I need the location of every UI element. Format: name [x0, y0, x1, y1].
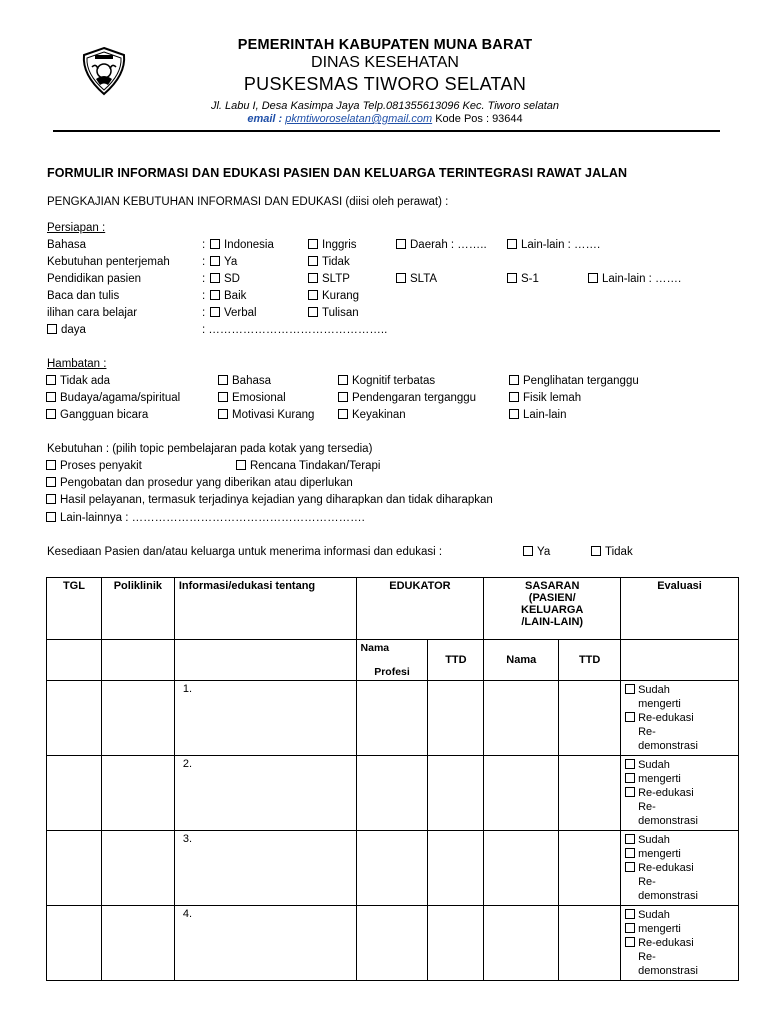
option-baik[interactable]: Baik [210, 290, 246, 302]
eval-demonstrasi: demonstrasi [638, 965, 698, 977]
checkbox[interactable] [509, 409, 519, 419]
checkbox[interactable] [46, 409, 56, 419]
header-address: Jl. Labu I, Desa Kasimpa Jaya Telp.081355613096 Kec. Tiworo selatan [210, 100, 560, 112]
eval-sudah[interactable]: Sudah [625, 833, 734, 847]
checkbox[interactable] [46, 477, 56, 487]
postcode: Kode Pos : 93644 [432, 113, 523, 125]
cell-edukator-nama[interactable] [356, 756, 428, 831]
sub-profesi-label: Profesi [374, 666, 410, 678]
checkbox[interactable] [338, 375, 348, 385]
daya-fill-line[interactable]: : ……………………………………….. [202, 324, 388, 336]
sasaran-line-1: SASARAN [525, 580, 580, 592]
checkbox[interactable] [308, 256, 318, 266]
email-separator: : [275, 113, 286, 125]
cell-informasi[interactable] [174, 831, 356, 906]
eval-reedukasi[interactable]: Re-edukasi [625, 936, 734, 950]
eval-sudah[interactable]: Sudah [625, 683, 734, 697]
cell-tgl[interactable] [47, 831, 102, 906]
cell-edukator-ttd[interactable] [428, 831, 484, 906]
sep: : [202, 290, 206, 302]
eval-sudah[interactable]: Sudah [625, 758, 734, 772]
checkbox[interactable] [591, 546, 601, 556]
checkbox[interactable] [308, 273, 318, 283]
hambatan-pendengaran[interactable]: Pendengaran terganggu [338, 392, 476, 404]
option-daya[interactable]: daya [47, 324, 86, 336]
col-sasaran [484, 578, 621, 640]
hambatan-penglihatan[interactable]: Penglihatan terganggu [509, 375, 639, 387]
checkbox[interactable] [46, 392, 56, 402]
checkbox[interactable] [523, 546, 533, 556]
checkbox[interactable] [46, 460, 56, 470]
cell-poliklinik[interactable] [101, 906, 174, 981]
kebutuhan-hasil-pelayanan[interactable]: Hasil pelayanan, termasuk terjadinya kejadian yang diharapkan dan tidak diharapkan [46, 494, 493, 506]
checkbox[interactable] [625, 834, 635, 844]
option-sd[interactable]: SD [210, 273, 240, 285]
checkbox[interactable] [210, 307, 220, 317]
eval-re: Re- [638, 801, 656, 813]
checkbox[interactable] [218, 375, 228, 385]
cell-poliklinik[interactable] [101, 831, 174, 906]
sep: : [202, 307, 206, 319]
hambatan-gangguan-bicara[interactable]: Gangguan bicara [46, 409, 148, 421]
kebutuhan-lain-lainnya[interactable]: Lain-lainnya : ……………………………………………………. [46, 512, 365, 524]
kesediaan-label: Kesediaan Pasien dan/atau keluarga untuk menerima informasi dan edukasi : [47, 546, 443, 558]
kebutuhan-heading: Kebutuhan : (pilih topic pembelajaran pada kotak yang tersedia) [47, 443, 373, 455]
sasaran-line-4: /LAIN-LAIN) [521, 616, 584, 628]
checkbox[interactable] [625, 712, 635, 722]
label-penterjemah: Kebutuhan penterjemah [47, 256, 170, 268]
cell-informasi[interactable] [174, 906, 356, 981]
cell-tgl[interactable] [47, 906, 102, 981]
checkbox[interactable] [507, 239, 517, 249]
checkbox[interactable] [46, 512, 56, 522]
cell-edukator-nama[interactable] [356, 906, 428, 981]
header-government: PEMERINTAH KABUPATEN MUNA BARAT [237, 37, 533, 53]
option-lain-lain-pendidikan[interactable]: Lain-lain : ……. [588, 273, 681, 285]
kesediaan-tidak[interactable]: Tidak [591, 546, 633, 558]
checkbox[interactable] [509, 392, 519, 402]
cell [47, 640, 102, 681]
email-label: email [247, 113, 276, 125]
cell-edukator-ttd[interactable] [428, 756, 484, 831]
option-sltp[interactable]: SLTP [308, 273, 350, 285]
sep: : [202, 256, 206, 268]
checkbox[interactable] [338, 392, 348, 402]
cell-sasaran-ttd[interactable] [559, 831, 621, 906]
cell [101, 640, 174, 681]
cell-evaluasi [621, 681, 739, 756]
kebutuhan-pengobatan[interactable]: Pengobatan dan prosedur yang diberikan atau diperlukan [46, 477, 353, 489]
header-contact [130, 113, 640, 125]
cell [621, 640, 739, 681]
cell [174, 640, 356, 681]
checkbox[interactable] [509, 375, 519, 385]
checkbox[interactable] [625, 684, 635, 694]
cell-evaluasi [621, 831, 739, 906]
hambatan-lain-lain[interactable]: Lain-lain [509, 409, 566, 421]
checkbox[interactable] [396, 273, 406, 283]
cell-informasi[interactable] [174, 681, 356, 756]
checkbox[interactable] [625, 909, 635, 919]
sub-nama-label: Nama [360, 642, 390, 654]
sasaran-line-2: (PASIEN/ [528, 592, 576, 604]
cell-sasaran-ttd[interactable] [559, 906, 621, 981]
persiapan-heading: Persiapan : [47, 222, 106, 234]
checkbox[interactable] [46, 375, 56, 385]
hambatan-fisik-lemah[interactable]: Fisik lemah [509, 392, 581, 404]
header-clinic-name: PUSKESMAS TIWORO SELATAN [243, 74, 527, 94]
checkbox[interactable] [218, 392, 228, 402]
sep: : [202, 239, 206, 251]
checkbox[interactable] [507, 273, 517, 283]
option-tulisan[interactable]: Tulisan [308, 307, 359, 319]
col-evaluasi: Evaluasi [621, 578, 739, 640]
option-inggris[interactable]: Inggris [308, 239, 357, 251]
cell-poliklinik[interactable] [101, 756, 174, 831]
option-kurang[interactable]: Kurang [308, 290, 359, 302]
cell-poliklinik[interactable] [101, 681, 174, 756]
option-indonesia[interactable]: Indonesia [210, 239, 274, 251]
form-title: FORMULIR INFORMASI DAN EDUKASI PASIEN DAN KELUARGA TERINTEGRASI RAWAT JALAN [47, 166, 628, 180]
option-verbal[interactable]: Verbal [210, 307, 257, 319]
row-number: 1. [182, 683, 193, 695]
option-s1[interactable]: S-1 [507, 273, 539, 285]
cell-evaluasi [621, 756, 739, 831]
checkbox[interactable] [308, 239, 318, 249]
eval-demonstrasi: demonstrasi [638, 890, 698, 902]
table-row [47, 756, 739, 831]
eval-sudah[interactable]: Sudah [625, 908, 734, 922]
cell-sasaran-ttd[interactable] [559, 681, 621, 756]
email-link[interactable]: pkmtiworoselatan@gmail.com [285, 113, 433, 125]
kesediaan-ya[interactable]: Ya [523, 546, 550, 558]
eval-reedukasi[interactable]: Re-edukasi [625, 786, 734, 800]
hambatan-bahasa[interactable]: Bahasa [218, 375, 271, 387]
checkbox[interactable] [210, 273, 220, 283]
hambatan-motivasi[interactable]: Motivasi Kurang [218, 409, 314, 421]
cell-sasaran-nama[interactable] [484, 906, 559, 981]
checkbox[interactable] [210, 290, 220, 300]
kebutuhan-rencana-tindakan[interactable]: Rencana Tindakan/Terapi [236, 460, 380, 472]
label-baca-tulis: Baca dan tulis [47, 290, 120, 302]
checkbox[interactable] [308, 307, 318, 317]
checkbox[interactable] [625, 773, 635, 783]
cell-informasi[interactable] [174, 756, 356, 831]
option-slta[interactable]: SLTA [396, 273, 437, 285]
checkbox[interactable] [625, 862, 635, 872]
eval-re: Re- [638, 951, 656, 963]
eval-mengerti[interactable]: mengerti [625, 847, 734, 861]
education-log-table [46, 577, 739, 981]
row-number: 2. [182, 758, 193, 770]
checkbox[interactable] [210, 256, 220, 266]
option-daerah[interactable]: Daerah : …….. [396, 239, 487, 251]
label-bahasa: Bahasa [47, 239, 87, 251]
sasaran-line-3: KELUARGA [521, 604, 584, 616]
assessment-heading: PENGKAJIAN KEBUTUHAN INFORMASI DAN EDUKASI (diisi oleh perawat) : [47, 196, 449, 208]
checkbox[interactable] [625, 787, 635, 797]
hambatan-budaya[interactable]: Budaya/agama/spiritual [46, 392, 180, 404]
checkbox[interactable] [210, 239, 220, 249]
hambatan-kognitif[interactable]: Kognitif terbatas [338, 375, 435, 387]
hambatan-emosional[interactable]: Emosional [218, 392, 286, 404]
table-row [47, 831, 739, 906]
table-row [47, 681, 739, 756]
checkbox[interactable] [218, 409, 228, 419]
header-department: DINAS KESEHATAN [311, 54, 459, 71]
checkbox[interactable] [625, 937, 635, 947]
district-emblem-logo [78, 45, 130, 97]
checkbox[interactable] [625, 923, 635, 933]
sub-ttd-sasaran: TTD [559, 640, 621, 681]
sep: : [202, 273, 206, 285]
cell-tgl[interactable] [47, 756, 102, 831]
eval-demonstrasi: demonstrasi [638, 815, 698, 827]
sub-nama-profesi [356, 640, 428, 681]
eval-demonstrasi: demonstrasi [638, 740, 698, 752]
eval-mengerti[interactable]: mengerti [625, 922, 734, 936]
cell-sasaran-ttd[interactable] [559, 756, 621, 831]
cell-edukator-nama[interactable] [356, 831, 428, 906]
row-number: 4. [182, 908, 193, 920]
col-tgl: TGL [47, 578, 102, 640]
option-lain-lain[interactable]: Lain-lain : ……. [507, 239, 600, 251]
eval-re: Re- [638, 876, 656, 888]
cell-edukator-ttd[interactable] [428, 681, 484, 756]
col-poliklinik: Poliklinik [101, 578, 174, 640]
sub-ttd: TTD [428, 640, 484, 681]
cell-edukator-ttd[interactable] [428, 906, 484, 981]
col-informasi: Informasi/edukasi tentang [174, 578, 356, 640]
option-ya[interactable]: Ya [210, 256, 237, 268]
eval-reedukasi[interactable]: Re-edukasi [625, 861, 734, 875]
cell-sasaran-nama[interactable] [484, 831, 559, 906]
eval-mengerti[interactable]: mengerti [625, 772, 734, 786]
checkbox[interactable] [396, 239, 406, 249]
col-edukator: EDUKATOR [356, 578, 484, 640]
checkbox[interactable] [46, 494, 56, 504]
checkbox[interactable] [47, 324, 57, 334]
option-tidak[interactable]: Tidak [308, 256, 350, 268]
checkbox[interactable] [338, 409, 348, 419]
kebutuhan-proses-penyakit[interactable]: Proses penyakit [46, 460, 142, 472]
cell-tgl[interactable] [47, 681, 102, 756]
checkbox[interactable] [308, 290, 318, 300]
eval-re: Re- [638, 726, 656, 738]
eval-reedukasi[interactable]: Re-edukasi [625, 711, 734, 725]
sub-nama-sasaran: Nama [484, 640, 559, 681]
cell-sasaran-nama[interactable] [484, 681, 559, 756]
header-divider [53, 130, 720, 132]
cell-sasaran-nama[interactable] [484, 756, 559, 831]
checkbox[interactable] [625, 759, 635, 769]
hambatan-tidak-ada[interactable]: Tidak ada [46, 375, 110, 387]
row-number: 3. [182, 833, 193, 845]
checkbox[interactable] [625, 848, 635, 858]
label-cara-belajar: ilihan cara belajar [47, 307, 138, 319]
checkbox[interactable] [588, 273, 598, 283]
checkbox[interactable] [236, 460, 246, 470]
cell-edukator-nama[interactable] [356, 681, 428, 756]
cell-evaluasi [621, 906, 739, 981]
table-row [47, 906, 739, 981]
hambatan-heading: Hambatan : [47, 358, 107, 370]
label-pendidikan: Pendidikan pasien [47, 273, 141, 285]
hambatan-keyakinan[interactable]: Keyakinan [338, 409, 406, 421]
eval-mengerti: mengerti [638, 698, 681, 710]
